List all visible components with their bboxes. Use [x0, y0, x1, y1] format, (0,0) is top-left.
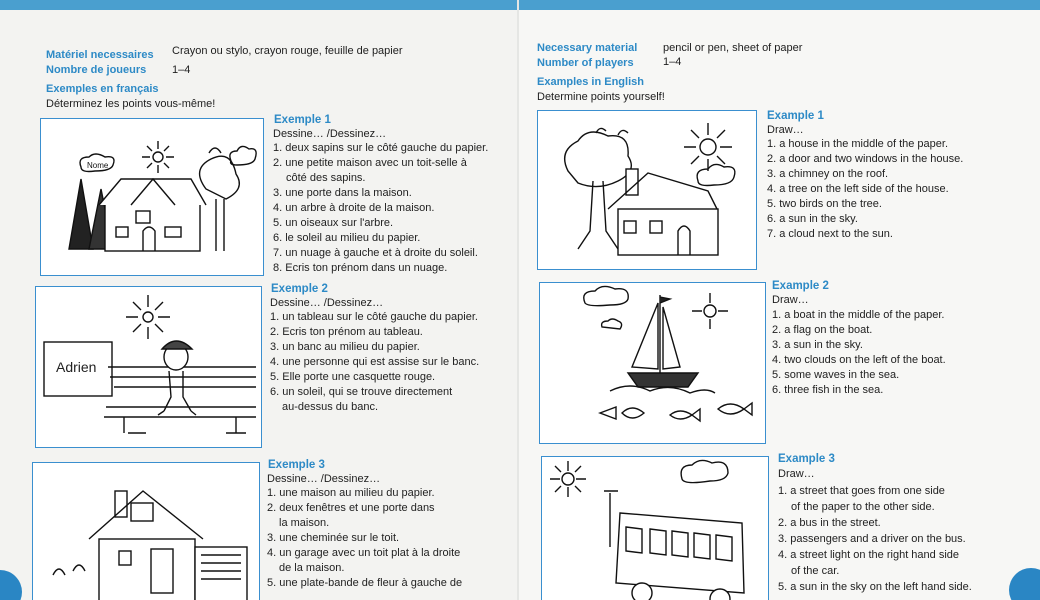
example-1-picture — [40, 118, 264, 276]
list-item: 3. un banc au milieu du papier. — [270, 341, 420, 353]
example-1-title: Example 1 — [767, 110, 824, 122]
list-item: 5. un oiseaux sur l'arbre. — [273, 217, 394, 229]
example-3-list — [267, 486, 462, 591]
example-3-title: Example 3 — [778, 453, 835, 465]
example-3-intro: Draw… — [778, 468, 815, 480]
example-1-intro: Dessine… /Dessinez… — [273, 128, 387, 140]
materials-label: Necessary material — [537, 42, 638, 54]
list-item: 7. a cloud next to the sun. — [767, 228, 893, 240]
house-trees-drawing — [41, 119, 263, 275]
list-item: 5. Elle porte une casquette rouge. — [270, 371, 436, 383]
list-item: 4. un arbre à droite de la maison. — [273, 202, 435, 214]
example-1-list — [767, 137, 963, 242]
examples-heading: Exemples en français — [46, 83, 159, 95]
top-color-bar — [519, 0, 1040, 10]
list-item: 5. two birds on the tree. — [767, 198, 882, 210]
examples-heading: Examples in English — [537, 76, 644, 88]
list-item: 2. a flag on the boat. — [772, 324, 873, 336]
list-item: 3. a chimney on the roof. — [767, 168, 889, 180]
list-item: 3. une cheminée sur le toit. — [267, 532, 400, 544]
list-item: côté des sapins. — [286, 172, 366, 184]
list-item: of the paper to the other side. — [791, 501, 935, 513]
example-3-intro: Dessine… /Dessinez… — [267, 473, 381, 485]
players-label: Nombre de joueurs — [46, 64, 147, 76]
list-item: 4. a street light on the right hand side — [778, 549, 960, 561]
example-1-intro: Draw… — [767, 124, 804, 136]
chalkboard-name: Adrien — [56, 359, 97, 375]
examples-subheading: Determine points yourself! — [537, 91, 665, 103]
list-item: 4. un garage avec un toit plat à la droite — [267, 547, 461, 559]
example-2-picture — [539, 282, 766, 444]
list-item: 6. un soleil, qui se trouve directement — [270, 386, 453, 398]
list-item: la maison. — [279, 517, 330, 529]
list-item: 7. un nuage à gauche et à droite du soleil. — [273, 247, 478, 259]
players-value: 1–4 — [172, 64, 191, 76]
materials-value: pencil or pen, sheet of paper — [663, 42, 803, 54]
list-item: 1. deux sapins sur le côté gauche du papier. — [273, 142, 489, 154]
list-item: 1. a house in the middle of the paper. — [767, 138, 949, 150]
example-3-list — [778, 483, 972, 595]
example-2-title: Example 2 — [772, 280, 829, 292]
list-item: of the car. — [791, 565, 840, 577]
list-item: 6. three fish in the sea. — [772, 384, 884, 396]
list-item: 4. une personne qui est assise sur le banc. — [270, 356, 480, 368]
right-page — [519, 0, 1040, 600]
list-item: 2. une petite maison avec un toit-selle à — [273, 157, 467, 169]
list-item: 6. a sun in the sky. — [767, 213, 858, 225]
list-item: 5. a sun in the sky on the left hand side. — [778, 581, 972, 593]
list-item: 1. un tableau sur le côté gauche du papier. — [270, 311, 478, 323]
top-color-bar — [0, 0, 517, 10]
example-1-picture — [537, 110, 757, 270]
list-item: 3. passengers and a driver on the bus. — [778, 533, 966, 545]
list-item: 2. Ecris ton prénom au tableau. — [270, 326, 423, 338]
example-3-title: Exemple 3 — [268, 459, 325, 471]
example-3-picture — [32, 462, 260, 600]
list-item: 3. une porte dans la maison. — [273, 187, 412, 199]
list-item: 1. a boat in the middle of the paper. — [772, 309, 945, 321]
list-item: de la maison. — [279, 562, 345, 574]
list-item: 4. a tree on the left side of the house. — [767, 183, 949, 195]
list-item: 1. a street that goes from one side — [778, 485, 945, 497]
example-2-intro: Draw… — [772, 294, 809, 306]
list-item: 1. une maison au milieu du papier. — [267, 487, 435, 499]
sailboat-drawing — [540, 283, 765, 443]
list-item: 6. le soleil au milieu du papier. — [273, 232, 421, 244]
list-item: 4. two clouds on the left of the boat. — [772, 354, 946, 366]
bus-street-drawing — [542, 457, 768, 600]
players-value: 1–4 — [663, 56, 682, 68]
left-page — [0, 0, 517, 600]
example-1-list — [273, 141, 488, 276]
example-2-picture — [35, 286, 262, 448]
list-item: 2. deux fenêtres et une porte dans — [267, 502, 435, 514]
example-3-picture — [541, 456, 769, 600]
list-item: 8. Ecris ton prénom dans un nuage. — [273, 262, 448, 274]
players-label: Number of players — [537, 57, 634, 69]
list-item: 2. a door and two windows in the house. — [767, 153, 964, 165]
materials-label: Matériel necessaires — [46, 49, 154, 61]
house-tree-drawing — [538, 111, 756, 269]
example-1-title: Exemple 1 — [274, 114, 331, 126]
list-item: 5. some waves in the sea. — [772, 369, 900, 381]
list-item: au-dessus du banc. — [282, 401, 379, 413]
example-2-list — [270, 310, 479, 415]
examples-subheading: Déterminez les points vous-même! — [46, 98, 216, 110]
list-item: 5. une plate-bande de fleur à gauche de — [267, 577, 463, 589]
materials-value: Crayon ou stylo, crayon rouge, feuille de papier — [172, 45, 403, 57]
example-2-intro: Dessine… /Dessinez… — [270, 297, 384, 309]
page-corner-decoration — [0, 570, 22, 600]
cloud-name-text: Nome — [87, 161, 109, 170]
list-item: 2. a bus in the street. — [778, 517, 881, 529]
example-2-list — [772, 308, 946, 398]
list-item: 3. a sun in the sky. — [772, 339, 863, 351]
house-garage-drawing — [33, 463, 259, 600]
page-corner-decoration — [1009, 568, 1040, 600]
example-2-title: Exemple 2 — [271, 283, 328, 295]
